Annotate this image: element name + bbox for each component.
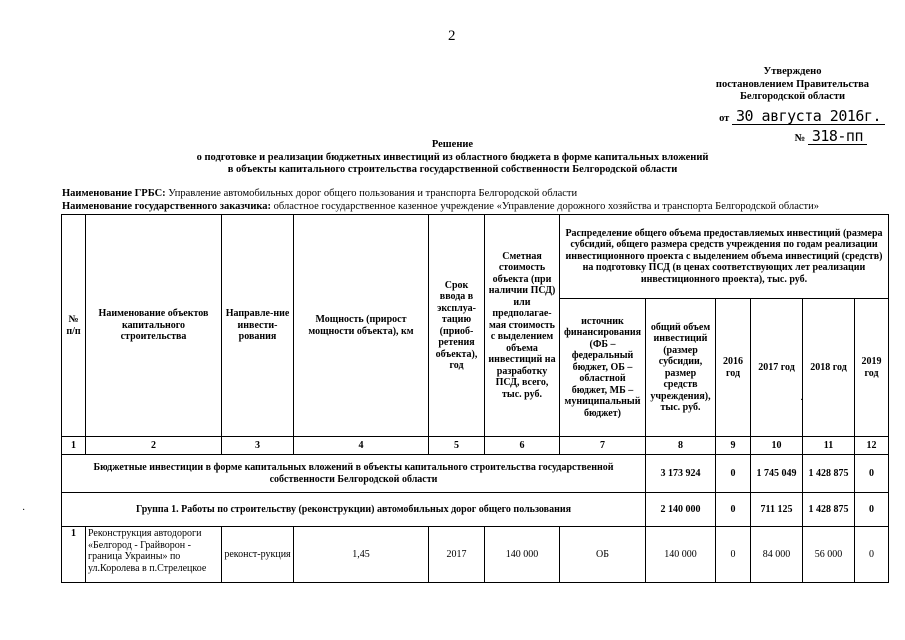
total-row-total: 3 173 924 bbox=[646, 455, 716, 493]
group-row-label: Группа 1. Работы по строительству (реконструкции) автомобильных дорог общего пользования bbox=[62, 493, 646, 527]
total-row-2017: 1 745 049 bbox=[751, 455, 803, 493]
column-number: 10 bbox=[751, 437, 803, 455]
total-row-2016: 0 bbox=[716, 455, 751, 493]
header-term: Срок ввода в эксплуа-тацию (приоб-ретения объекта), год bbox=[429, 215, 485, 437]
column-number-row bbox=[62, 437, 889, 455]
total-row-2019: 0 bbox=[855, 455, 889, 493]
customer-value: областное государственное казенное учреждение «Управление дорожного хозяйства и транспорта Белгородской области» bbox=[273, 201, 819, 212]
row-2017: 84 000 bbox=[751, 527, 803, 583]
total-row bbox=[62, 455, 889, 493]
approval-number-value: 318-пп bbox=[808, 128, 867, 145]
group-row-2019: 0 bbox=[855, 493, 889, 527]
column-number: 4 bbox=[294, 437, 429, 455]
title-line-1: Решение bbox=[431, 139, 474, 150]
header-direction: Направле-ние инвести-рования bbox=[222, 215, 294, 437]
column-number: 7 bbox=[560, 437, 646, 455]
approval-stamp bbox=[700, 66, 885, 146]
row-num: 1 bbox=[62, 527, 86, 583]
row-2018: 56 000 bbox=[803, 527, 855, 583]
grbs-value: Управление автомобильных дорог общего пользования и транспорта Белгородской области bbox=[168, 188, 578, 199]
investment-table bbox=[61, 214, 889, 583]
group-row-2017: 711 125 bbox=[751, 493, 803, 527]
group-row-2018: 1 428 875 bbox=[803, 493, 855, 527]
header-total: общий объем инвестиций (размер субсидии, размер средств учреждения), тыс. руб. bbox=[646, 299, 716, 437]
page-number: 2 bbox=[448, 28, 456, 44]
header-name: Наименование объектов капитального строительства bbox=[86, 215, 222, 437]
row-total: 140 000 bbox=[646, 527, 716, 583]
group-row bbox=[62, 493, 889, 527]
approval-date-prefix: от bbox=[719, 112, 730, 124]
header-2016: 2016 год bbox=[716, 299, 751, 437]
header-cost: Сметная стоимость объекта (при наличии ПСД) или предполагае-мая стоимость с выделением объема инвестиций на разработку ПСД, всего, тыс. руб. bbox=[485, 215, 560, 437]
column-number: 8 bbox=[646, 437, 716, 455]
approval-line-2: постановлением Правительства bbox=[715, 78, 870, 90]
row-term: 2017 bbox=[429, 527, 485, 583]
row-name: Реконструкция автодороги «Белгород - Грайворон - граница Украины» по ул.Королева в п.Стрелецкое bbox=[86, 527, 222, 583]
column-number: 6 bbox=[485, 437, 560, 455]
total-row-label: Бюджетные инвестиции в форме капитальных вложений в объекты капитального строительства государственной собственности Белгородской области bbox=[62, 455, 646, 493]
scan-speck: · bbox=[800, 395, 804, 406]
approval-line-1: Утверждено bbox=[763, 66, 822, 77]
customer-label: Наименование государственного заказчика: bbox=[62, 201, 272, 212]
approval-number-prefix: № bbox=[794, 133, 806, 144]
title-line-2: о подготовке и реализации бюджетных инвестиций из областного бюджета в форме капитальных вложений bbox=[196, 151, 709, 163]
grbs-line bbox=[62, 188, 577, 200]
row-2019: 0 bbox=[855, 527, 889, 583]
document-title bbox=[0, 139, 905, 177]
header-2019: 2019 год bbox=[855, 299, 889, 437]
column-number: 12 bbox=[855, 437, 889, 455]
scan-speck: · bbox=[22, 505, 26, 516]
row-capacity: 1,45 bbox=[294, 527, 429, 583]
row-cost: 140 000 bbox=[485, 527, 560, 583]
approval-date-value: 30 августа 2016г. bbox=[732, 108, 885, 125]
header-capacity: Мощность (прирост мощности объекта), км bbox=[294, 215, 429, 437]
column-number: 9 bbox=[716, 437, 751, 455]
row-source: ОБ bbox=[560, 527, 646, 583]
header-2017: 2017 год bbox=[751, 299, 803, 437]
column-number: 11 bbox=[803, 437, 855, 455]
approval-line-3: Белгородской области bbox=[739, 91, 846, 102]
total-row-2018: 1 428 875 bbox=[803, 455, 855, 493]
approval-date-row bbox=[700, 108, 885, 126]
column-number: 2 bbox=[86, 437, 222, 455]
column-number: 5 bbox=[429, 437, 485, 455]
row-direction: реконст-рукция bbox=[222, 527, 294, 583]
header-2018: 2018 год bbox=[803, 299, 855, 437]
column-number: 1 bbox=[62, 437, 86, 455]
title-line-3: в объекты капитального строительства государственной собственности Белгородской области bbox=[227, 164, 678, 175]
column-number: 3 bbox=[222, 437, 294, 455]
header-distribution: Распределение общего объема предоставляемых инвестиций (размера субсидий, общего размера средств учреждения по годам реализации инвестиционного проекта с выделением объема инвестиций (средств) на подготовку ПСД (в ценах соответствующих лет реализации инвестиционного проекта), тыс. руб. bbox=[560, 215, 889, 299]
grbs-label: Наименование ГРБС: bbox=[62, 188, 166, 199]
group-row-total: 2 140 000 bbox=[646, 493, 716, 527]
customer-line bbox=[62, 201, 819, 213]
table-row bbox=[62, 527, 889, 583]
group-row-2016: 0 bbox=[716, 493, 751, 527]
header-source: источник финансирования (ФБ – федеральный бюджет, ОБ – областной бюджет, МБ – муниципальный бюджет) bbox=[560, 299, 646, 437]
row-2016: 0 bbox=[716, 527, 751, 583]
header-num: № п/п bbox=[62, 215, 86, 437]
